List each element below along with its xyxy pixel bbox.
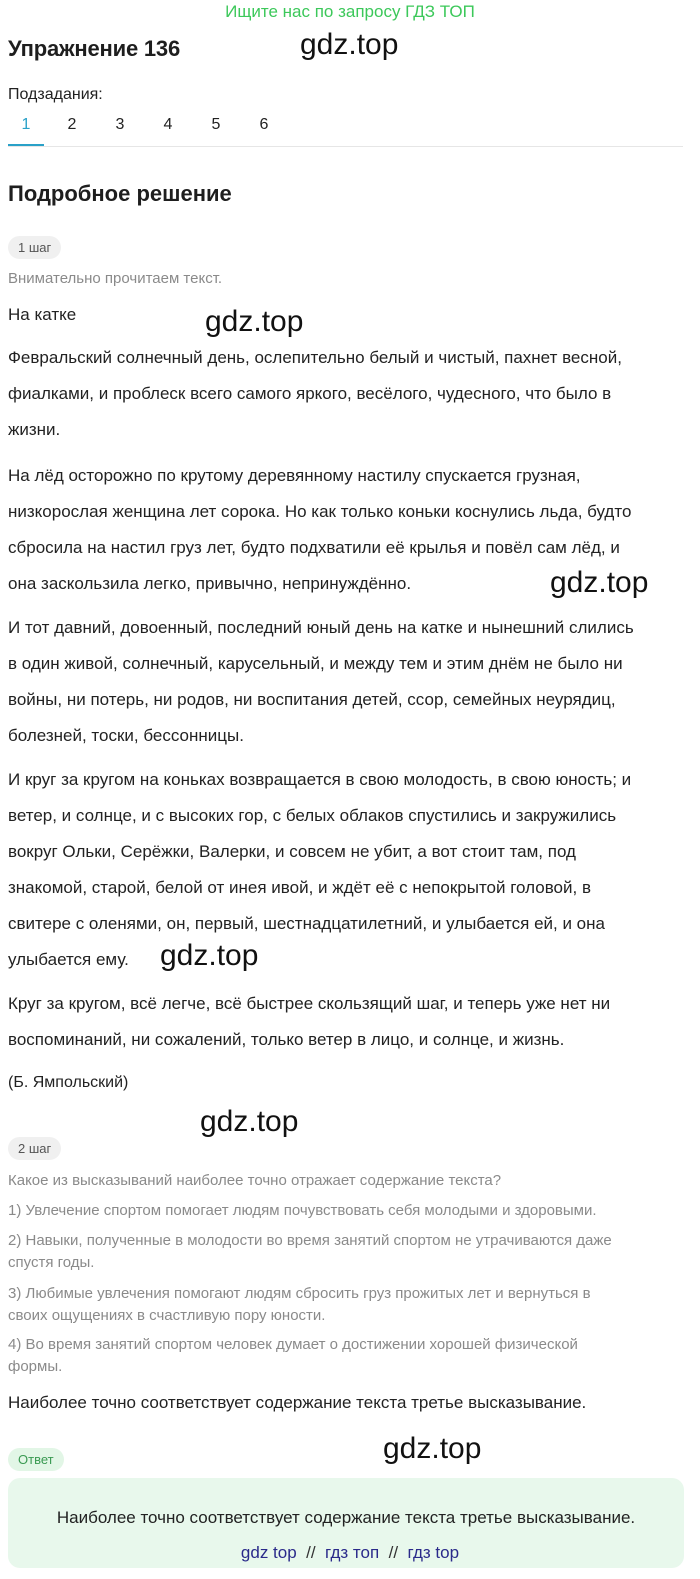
step-badge: 2 шаг <box>8 1137 61 1160</box>
active-tab-indicator <box>8 144 44 146</box>
page-title: Упражнение 136 <box>8 36 180 61</box>
watermark: gdz.top <box>200 1105 299 1138</box>
tab-6[interactable]: 6 <box>259 116 269 133</box>
subtask-tabs <box>8 116 683 147</box>
option-4: 4) Во время занятий спортом человек думает о достижении хорошей физической формы. <box>8 1336 578 1375</box>
option-2: 2) Навыки, полученные в молодости во время занятий спортом не утрачиваются даже спустя годы. <box>8 1232 612 1271</box>
story-paragraph-4: И круг за кругом на коньках возвращается в свою молодость, в свою юность; и ветер, и солнце, и с высоких гор, с белых облаков спустились и закружились вокруг Ольки, Серёжки, Валерки, и совсем не убит, а вот стоит там, под знакомой, старой, белой от инея ивой, и ждёт её с непокрытой головой, в свитере с оленями, он, первый, шестнадцатилетний, и улыбается ей, и она улыбается ему. <box>8 770 632 969</box>
subtasks-label: Подзадания: <box>8 86 103 103</box>
footer-link-gdz-top-mixed[interactable]: гдз top <box>407 1543 460 1562</box>
footer-link-gdz-top[interactable]: gdz top <box>240 1543 297 1562</box>
watermark: gdz.top <box>205 305 304 338</box>
tab-4[interactable]: 4 <box>163 116 173 133</box>
tab-3[interactable]: 3 <box>115 116 125 133</box>
watermark: gdz.top <box>300 28 399 61</box>
option-1: 1) Увлечение спортом помогает людям почувствовать себя молодыми и здоровыми. <box>8 1202 597 1219</box>
answer-badge: Ответ <box>8 1448 64 1471</box>
tab-1[interactable]: 1 <box>21 116 31 133</box>
story-paragraph-5: Круг за кругом, всё легче, всё быстрее скользящий шаг, и теперь уже нет ни воспоминаний, ни сожалений, только ветер в лицо, и солнце, и жизнь. <box>8 994 611 1049</box>
story-paragraph-1: Февральский солнечный день, ослепительно белый и чистый, пахнет весной, фиалками, и проблеск всего самого яркого, весёлого, чудесного, что было в жизни. <box>8 348 622 439</box>
tab-5[interactable]: 5 <box>211 116 221 133</box>
story-paragraph-3: И тот давний, довоенный, последний юный день на катке и нынешний слились в один живой, солнечный, карусельный, и между тем и этим днём не было ни войны, ни потерь, ни родов, ни воспитания детей, ссор, семейных неурядиц, болезней, тоски, бессонницы. <box>8 618 634 745</box>
answer-text: Наиболее точно соответствует содержание текста третье высказывание. <box>56 1508 636 1527</box>
step-badge: 1 шаг <box>8 236 61 259</box>
story-title: На катке <box>8 305 77 324</box>
story-paragraph-2: На лёд осторожно по крутому деревянному настилу спускается грузная, низкорослая женщина лет сорока. Но как только коньки коснулись льда, будто сбросила на настил груз лет, будто подхватили её крылья и повёл сам лёд, и она заскользила легко, привычно, непринуждённо. <box>8 466 632 593</box>
tab-2[interactable]: 2 <box>67 116 77 133</box>
footer-link-gdz-top-ru[interactable]: гдз топ <box>325 1543 380 1562</box>
step-question: Какое из высказываний наиболее точно отражает содержание текста? <box>8 1172 502 1189</box>
step-conclusion: Наиболее точно соответствует содержание текста третье высказывание. <box>8 1393 587 1412</box>
watermark: gdz.top <box>550 566 649 599</box>
search-hint-banner: Ищите нас по запросу ГДЗ ТОП <box>225 2 475 21</box>
story-author: (Б. Ямпольский) <box>8 1074 129 1091</box>
watermark: gdz.top <box>383 1432 482 1465</box>
step-note: Внимательно прочитаем текст. <box>8 270 223 287</box>
option-3: 3) Любимые увлечения помогают людям сбросить груз прожитых лет и вернуться в своих ощущениях в счастливую пору юности. <box>8 1285 591 1324</box>
solution-heading: Подробное решение <box>8 181 232 206</box>
footer-links: gdz top // гдз топ // гдз top <box>240 1543 460 1562</box>
watermark: gdz.top <box>160 939 259 972</box>
